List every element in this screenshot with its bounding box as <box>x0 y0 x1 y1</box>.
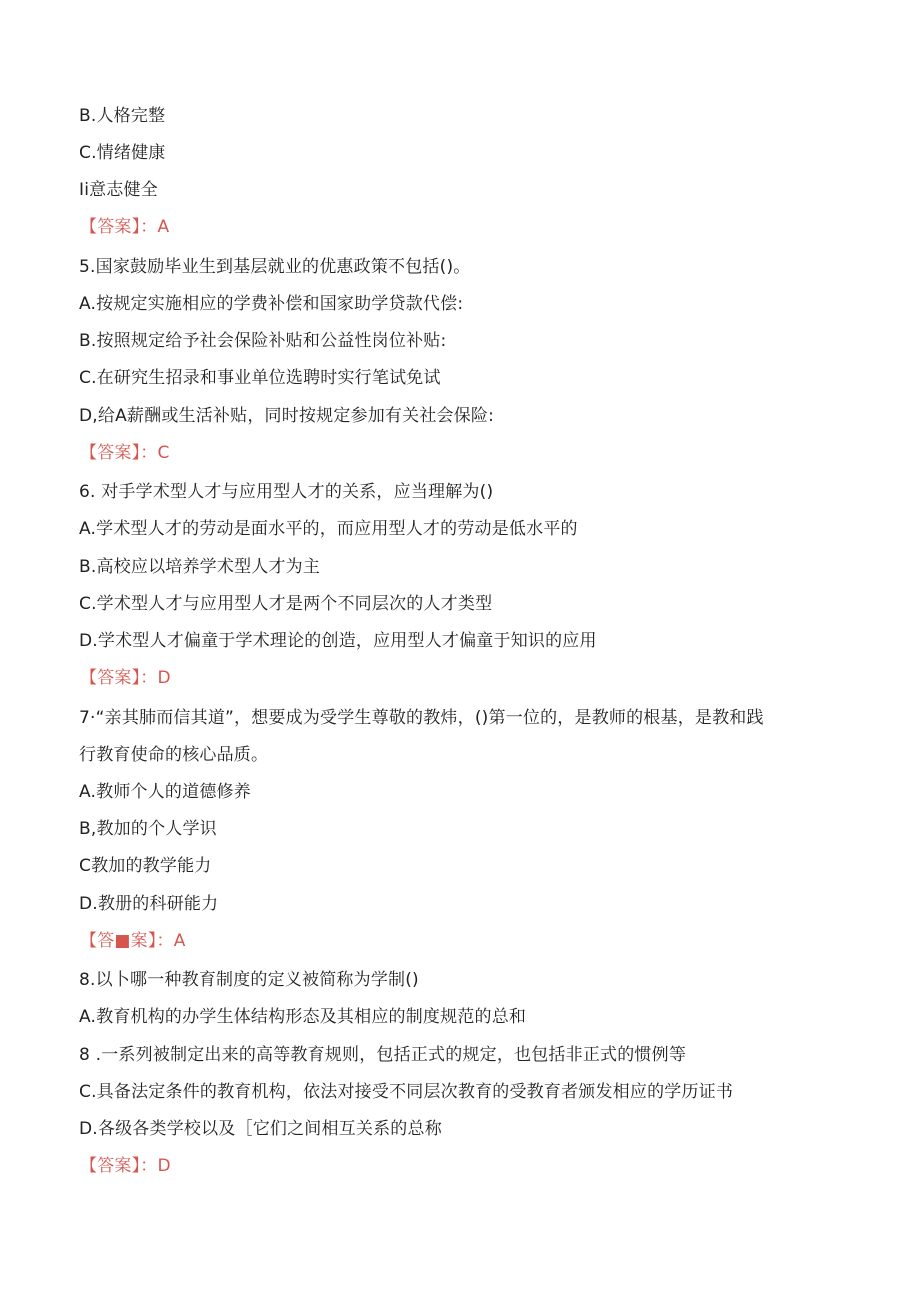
option-7-b: B,教加的个人学识 <box>79 819 217 839</box>
option-7-d: D.教册的科研能力 <box>79 894 219 914</box>
option-6-c: C.学术型人才与应用型人才是两个不同层次的人才类型 <box>79 594 493 614</box>
option-8-c: C.具备法定条件的教育机构，依法对接受不同层次教育的受教育者颁发相应的学历证书 <box>79 1082 734 1102</box>
option-8-a: A.教育机构的办学生体结构形态及其相应的制度规范的总和 <box>79 1007 527 1027</box>
question-5: 5.国家鼓励毕业生到基层就业的优惠政策不包括()。 <box>79 257 471 277</box>
option-6-d: D.学术型人才偏童于学术理论的创造，应用型人才偏童于知识的应用 <box>79 631 597 651</box>
option-8-b: 8 .一系列被制定出来的高等教育规则，包括正式的规定，也包括非正式的惯例等 <box>79 1045 687 1065</box>
option-5-d: D,给A薪酬或生活补贴，同时按规定参加有关社会保险: <box>79 406 495 426</box>
option-5-b: B.按照规定给予社会保险补贴和公益性岗位补贴: <box>79 331 447 351</box>
option-8-d: D.各级各类学校以及［它们之间相互关系的总称 <box>79 1119 442 1139</box>
question-8: 8.以卜哪一种教育制度的定义被简称为学制() <box>79 970 419 990</box>
option-4-d: Ii意志健全 <box>79 180 158 200</box>
question-7-line-2: 行教育使命的核心品质。 <box>79 745 269 765</box>
option-6-a: A.学术型人才的劳动是面水平的，而应用型人才的劳动是低水平的 <box>79 519 578 539</box>
answer-8: 【答案】：D <box>80 1156 171 1176</box>
option-4-c: C.情绪健康 <box>79 143 166 163</box>
option-7-c: C教加的教学能力 <box>79 856 212 876</box>
option-6-b: B.高校应以培养学术型人才为主 <box>79 557 321 577</box>
option-5-a: A.按规定实施相应的学费补偿和国家助学贷款代偿: <box>79 294 464 314</box>
question-6: 6. 对手学术型人才与应用型人才的关系，应当理解为() <box>79 482 494 502</box>
answer-7: 【答■案】：A <box>80 931 186 951</box>
answer-6: 【答案】：D <box>80 668 171 688</box>
option-5-c: C.在研究生招录和事业单位选聘时实行笔试免试 <box>79 368 441 388</box>
option-7-a: A.教师个人的道德修养 <box>79 782 251 802</box>
question-7-line-1: 7·“亲其肺而信其道”，想要成为受学生尊敬的教炜，()第一位的，是教师的根基，是教和践 <box>79 708 764 728</box>
answer-5: 【答案】：C <box>80 443 170 463</box>
option-4-b: B.人格完整 <box>79 106 166 126</box>
answer-4: 【答案】：A <box>80 217 170 237</box>
